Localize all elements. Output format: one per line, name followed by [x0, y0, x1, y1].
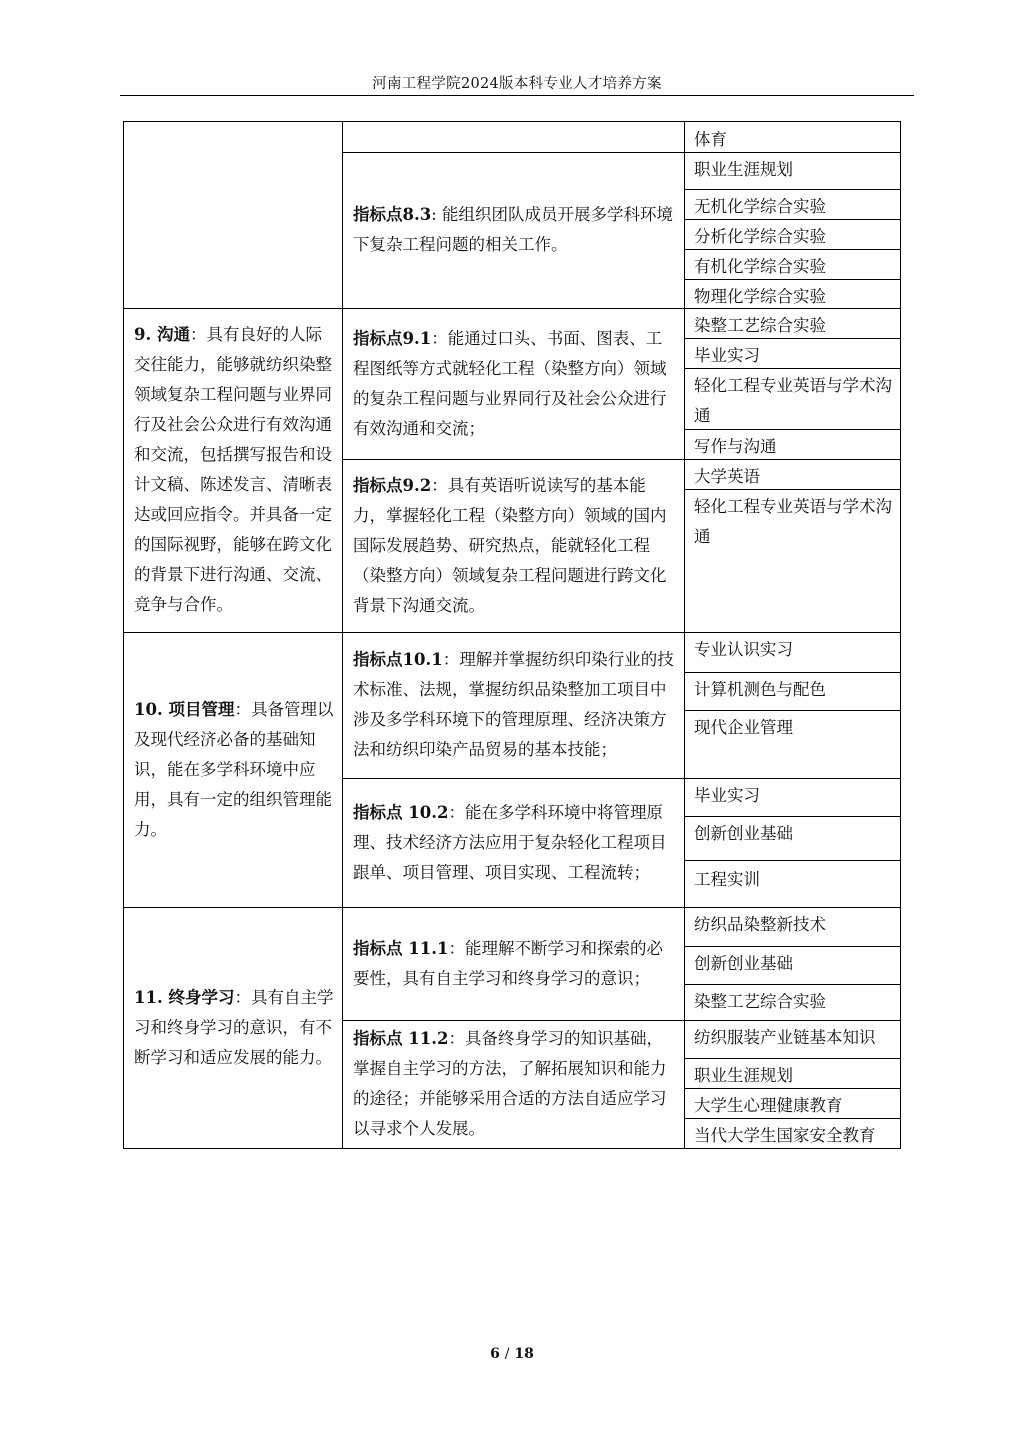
course-cell: 有机化学综合实验: [694, 257, 826, 276]
requirement-cell: 9. 沟通：具有良好的人际交往能力，能够就纺织染整领域复杂工程问题与业界同行及社会公众进行有效沟通和交流，包括撰写报告和设计文稿、陈述发言、清晰表达或回应指令。并具备一定的国际视野，能够在跨文化的背景下进行沟通、交流、竞争与合作。: [134, 325, 332, 614]
course-cell: 分析化学综合实验: [694, 227, 826, 246]
course-cell: 纺织品染整新技术: [694, 915, 826, 934]
course-cell: 专业认识实习: [694, 640, 793, 659]
course-cell: 计算机测色与配色: [694, 680, 826, 699]
requirements-table: [123, 121, 901, 1149]
course-divider: [684, 189, 900, 190]
course-cell: 轻化工程专业英语与学术沟通: [694, 497, 892, 546]
course-cell: 大学英语: [694, 467, 760, 486]
course-divider: [684, 860, 900, 861]
course-cell: 毕业实习: [694, 786, 760, 805]
indicator-cell: 指标点 11.2：具备终身学习的知识基础，掌握自主学习的方法，了解拓展知识和能力的途径；并能够采用合适的方法自适应学习以寻求个人发展。: [353, 1029, 667, 1138]
course-cell: 大学生心理健康教育: [694, 1096, 843, 1115]
indicator-cell: 指标点10.1：理解并掌握纺织印染行业的技术标准、法规，掌握纺织品染整加工项目中涉及多学科环境下的管理原理、经济决策方法和纺织印染产品贸易的基本技能；: [353, 650, 674, 759]
indicator-cell: 指标点 11.1：能理解不断学习和探索的必要性，具有自主学习和终身学习的意识；: [353, 938, 663, 988]
indicator-cell: 指标点9.2：具有英语听说读写的基本能力，掌握轻化工程（染整方向）领域的国内国际发展趋势、研究热点，能就轻化工程（染整方向）领域复杂工程问题进行跨文化背景下沟通交流。: [353, 475, 667, 615]
course-cell: 轻化工程专业英语与学术沟通: [694, 376, 892, 425]
course-divider: [684, 816, 900, 817]
course-cell: 无机化学综合实验: [694, 197, 826, 216]
header-rule: [120, 95, 914, 96]
course-divider: [684, 984, 900, 985]
course-cell: 职业生涯规划: [694, 1066, 793, 1085]
indicator-cell: 指标点9.1：能通过口头、书面、图表、工程图纸等方式就轻化工程（染整方向）领域的复杂工程问题与业界同行及社会公众进行有效沟通和交流；: [353, 328, 667, 438]
course-cell: 染整工艺综合实验: [694, 992, 826, 1011]
requirement-cell: [124, 122, 342, 308]
course-cell: 纺织服装产业链基本知识: [694, 1028, 876, 1047]
course-cell: 毕业实习: [694, 346, 760, 365]
course-cell: 现代企业管理: [694, 718, 793, 737]
course-divider: [684, 1058, 900, 1059]
course-cell: 物理化学综合实验: [694, 287, 826, 306]
indicator-cell: 指标点8.3: 能组织团队成员开展多学科环境下复杂工程问题的相关工作。: [353, 205, 674, 254]
course-cell: 职业生涯规划: [694, 160, 793, 179]
course-cell: 创新创业基础: [694, 824, 793, 843]
course-cell: 工程实训: [694, 870, 760, 889]
course-cell: 创新创业基础: [694, 954, 793, 973]
course-divider: [684, 710, 900, 711]
requirement-cell: 11. 终身学习：具有自主学习和终身学习的意识，有不断学习和适应发展的能力。: [134, 987, 334, 1067]
indicator-cell: 指标点 10.2：能在多学科环境中将管理原理、技术经济方法应用于复杂轻化工程项目跟单、项目管理、项目实现、工程流转；: [353, 802, 667, 882]
page-header: 河南工程学院2024版本科专业人才培养方案: [372, 76, 662, 92]
indicator-cell: [342, 122, 684, 152]
course-divider: [684, 946, 900, 947]
course-divider: [684, 672, 900, 673]
course-cell: 当代大学生国家安全教育: [694, 1126, 876, 1145]
course-cell: 染整工艺综合实验: [694, 316, 826, 335]
page-number: 6 / 18: [490, 1346, 534, 1362]
course-cell: 写作与沟通: [694, 437, 777, 456]
requirement-cell: 10. 项目管理：具备管理以及现代经济必备的基础知识，能在多学科环境中应用，具有一定的组织管理能力。: [134, 699, 334, 839]
course-cell: 体育: [694, 130, 727, 149]
